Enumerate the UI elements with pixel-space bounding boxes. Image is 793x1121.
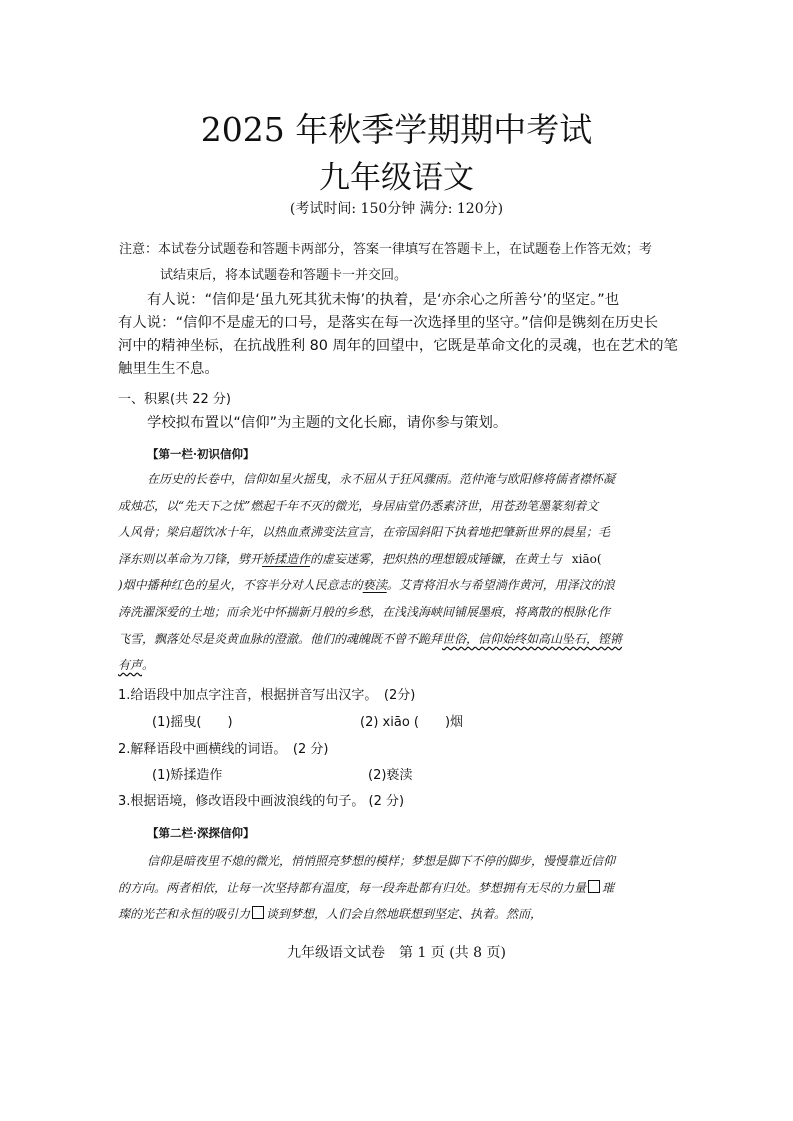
passage-line xyxy=(118,656,154,673)
underlined-term: 亵渎 xyxy=(362,578,387,592)
question-3: 3.根据语境，修改语段中画波浪线的句子。 (2 分) xyxy=(118,794,405,809)
section-heading: 一、积累(共 22 分) xyxy=(118,392,231,407)
exam-title: 2025 年秋季学期期中考试 xyxy=(200,110,593,149)
blank-box xyxy=(252,906,264,919)
passage-text: 谈到梦想，人们会自然地联想到坚定、执着。然而， xyxy=(266,907,543,921)
exam-info: (考试时间: 150分钟 满分: 120分) xyxy=(289,201,504,217)
passage-text: 的虚妄迷雾，把炽热的理想锻成锤镰，在黄土与 xyxy=(310,552,563,566)
passage-text: 的方向。两者相依，让每一次坚持都有温度，每一段奔赴都有归处。梦想拥有无尽的力量 xyxy=(118,881,587,895)
passage-text: 璀 xyxy=(602,881,615,895)
passage-line xyxy=(118,550,602,567)
intro-line-2: 有人说：“信仰不是虚无的口号，是落实在每一次选择里的坚守。”信仰是镌刻在历史长 xyxy=(118,315,659,331)
passage-line: 涛洗濯深爱的土地；而余光中怀揣新月般的乡愁，在浅浅海峡间铺展墨痕，将离散的根脉化作 xyxy=(118,605,611,619)
passage-line: 在历史的长卷中，信仰如星火摇曳，永不屈从于狂风骤雨。范仲淹与欧阳修将儒者襟怀凝 xyxy=(147,472,616,486)
intro-line-3: 河中的精神坐标，在抗战胜利 80 周年的回望中，它既是革命文化的灵魂，也在艺术的笔 xyxy=(118,338,678,354)
passage-line xyxy=(118,576,615,593)
question-2: 2.解释语段中画横线的词语。 (2 分) xyxy=(118,742,329,757)
section-task: 学校拟布置以“信仰”为主题的文化长廊，请你参与策划。 xyxy=(147,415,508,431)
pinyin-blank: xiāo( xyxy=(571,552,602,566)
wavy-sentence: 世俗，信仰始终如高山坠石，铿锵 xyxy=(442,632,623,646)
passage-text: 璨的光芒和永恒的吸引力 xyxy=(118,907,251,921)
intro-line-1: 有人说：“信仰是‘虽九死其犹未悔’的执着，是‘亦余心之所善兮’的坚定。”也 xyxy=(147,292,620,308)
passage-line xyxy=(118,630,622,647)
question-2-part-a: (1)矫揉造作 xyxy=(152,768,223,783)
passage-text: 泽东则以革命为刀锋，劈开 xyxy=(118,552,263,566)
passage-text: )烟中播种红色的星火，不容半分对人民意志的 xyxy=(118,578,363,592)
passage-line: 人风骨；梁启超饮冰十年，以热血煮沸变法宣言，在帝国斜阳下执着地把肇新世界的晨星；毛 xyxy=(118,525,611,539)
passage-text: 飞雪，飘落处尽是炎黄血脉的澄澈。他们的魂魄既不曾不跪拜 xyxy=(118,632,443,646)
passage-text: 。 xyxy=(142,658,155,672)
notice-line-2: 试结束后，将本试题卷和答题卡一并交回。 xyxy=(160,268,408,283)
question-1-part-b: (2) xiāo ( )烟 xyxy=(360,715,464,730)
page-footer: 九年级语文试卷 第 1 页 (共 8 页) xyxy=(287,945,506,961)
question-2-part-b: (2)亵渎 xyxy=(368,768,413,783)
intro-line-4: 触里生生不息。 xyxy=(118,361,219,377)
blank-box xyxy=(588,880,600,893)
exam-subject: 九年级语文 xyxy=(319,160,474,196)
passage-line: 信仰是暗夜里不熄的微光，悄悄照亮梦想的模样；梦想是脚下不停的脚步，慢慢靠近信仰 xyxy=(147,854,616,868)
passage-text: 。艾青将泪水与希望淌作黄河，用泽汶的浪 xyxy=(386,578,615,592)
underlined-term: 矫揉造作 xyxy=(262,552,311,566)
column-2-label: 【第二栏·深探信仰】 xyxy=(147,826,255,840)
wavy-sentence: 有声 xyxy=(118,658,143,672)
question-1: 1.给语段中加点字注音，根据拼音写出汉字。 (2分) xyxy=(118,688,416,703)
passage-line xyxy=(118,905,542,922)
question-1-part-a: (1)摇曳( ) xyxy=(152,715,233,730)
passage-line xyxy=(118,879,614,896)
notice-line-1: 注意：本试卷分试题卷和答题卡两部分，答案一律填写在答题卡上，在试题卷上作答无效；考 xyxy=(119,242,653,257)
column-1-label: 【第一栏·初识信仰】 xyxy=(147,447,255,461)
passage-line: 成烛芯，以“先天下之忧”燃起千年不灭的微光，身居庙堂仍悉素济世，用苍劲笔墨篆刻着文 xyxy=(118,499,599,513)
